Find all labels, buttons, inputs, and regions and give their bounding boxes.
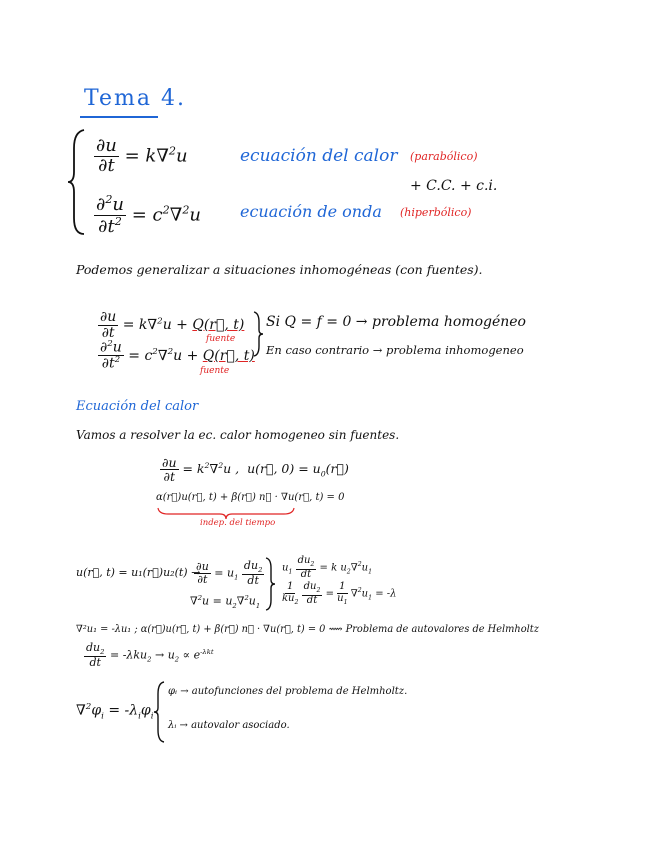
inhomogeneous-case: En caso contrario → problema inhomogeneo [266,343,524,357]
solve-text: Vamos a resolver la ec. calor homogeneo sin fuentes. [76,428,400,442]
separation-laplacian: $\nabla^2u = u_2\nabla^2u_1$ [190,594,261,610]
separation-brace [264,556,276,612]
wave-equation-label: ecuación de onda [240,202,382,221]
generalize-text: Podemos generalizar a situaciones inhomogéneas (con fuentes). [76,262,483,277]
fuente-label-2: fuente [200,366,230,376]
separation-ansatz: u(r⃗, t) = u₁(r⃗)u₂(t) → [76,566,201,579]
page-title: Tema 4. [84,86,186,111]
inhomog-brace [252,310,264,358]
heat-equation-type: (parabólico) [410,150,478,163]
fuente-label-1: fuente [206,334,236,344]
inhomog-heat-equation: $\frac{\partial u}{\partial t}$ = k∇$^2$u + Q(r⃗, t) [100,309,245,341]
system-brace [66,128,88,236]
final-brace [152,680,166,744]
wave-equation-type: (hiperbólico) [400,206,472,219]
separation-constant: $\frac{1}{ku_2}$ $\frac{du_2}{dt}$ = $\frac{1}{u_1}$ $\nabla^2u_1 = -\lambda$ [282,581,397,606]
section-heading: Ecuación del calor [76,399,199,414]
time-solution: $\frac{du_2}{dt}$ = $-\lambda ku_2 \to u_2 \propto e^{-\lambda kt}$ [86,641,214,670]
conditions: + C.C. + c.i. [410,178,498,194]
helmholtz-line: ∇²u₁ = -λu₁ ; α(r⃗)u(r⃗, t) + β(r⃗) n⃗ · ∇u(r⃗, t) = 0 ⟿ Problema de autovalores de Helmholtz [76,624,539,635]
separation-product: $u_1$ $\frac{du_2}{dt}$ = k $u_2\nabla^2u_1$ [282,555,373,580]
eigenfunction-equation: $\nabla^2\varphi_i = -\lambda_i\varphi_i$ [76,702,154,722]
homogeneous-case: Si Q = f = 0 → problema homogéneo [266,314,526,330]
time-independent-note: indep. del tiempo [200,518,276,528]
inhomog-wave-equation: $\frac{\partial^2u}{\partial t^2}$ = $c^2\nabla^2u$ + Q(r⃗, t) [100,339,255,372]
eigenfunctions-note: φᵢ → autofunciones del problema de Helmholtz. [168,686,408,697]
title-underline [80,116,158,118]
eigenvalue-note: λᵢ → autovalor asociado. [168,720,290,731]
wave-equation: $\frac{\partial^2u}{\partial t^2}$ = $c^2\nabla^2u$ [96,193,202,237]
heat-equation-label: ecuación del calor [240,146,398,166]
heat-homog-equation: $\frac{\partial u}{\partial t}$ = $k^2\nabla^2u$ , u(r⃗, $0) = u_0(r⃗)$ [162,455,349,485]
boundary-condition: α(r⃗)u(r⃗, t) + β(r⃗) n⃗ · ∇u(r⃗, t) = 0 [156,492,345,503]
heat-equation: $\frac{\partial u}{\partial t}$ = k∇$^2$u [96,135,188,176]
separation-time-derivative: $\frac{\partial u}{\partial t}$ = $u_1$ $\frac{du_2}{dt}$ [196,559,263,588]
